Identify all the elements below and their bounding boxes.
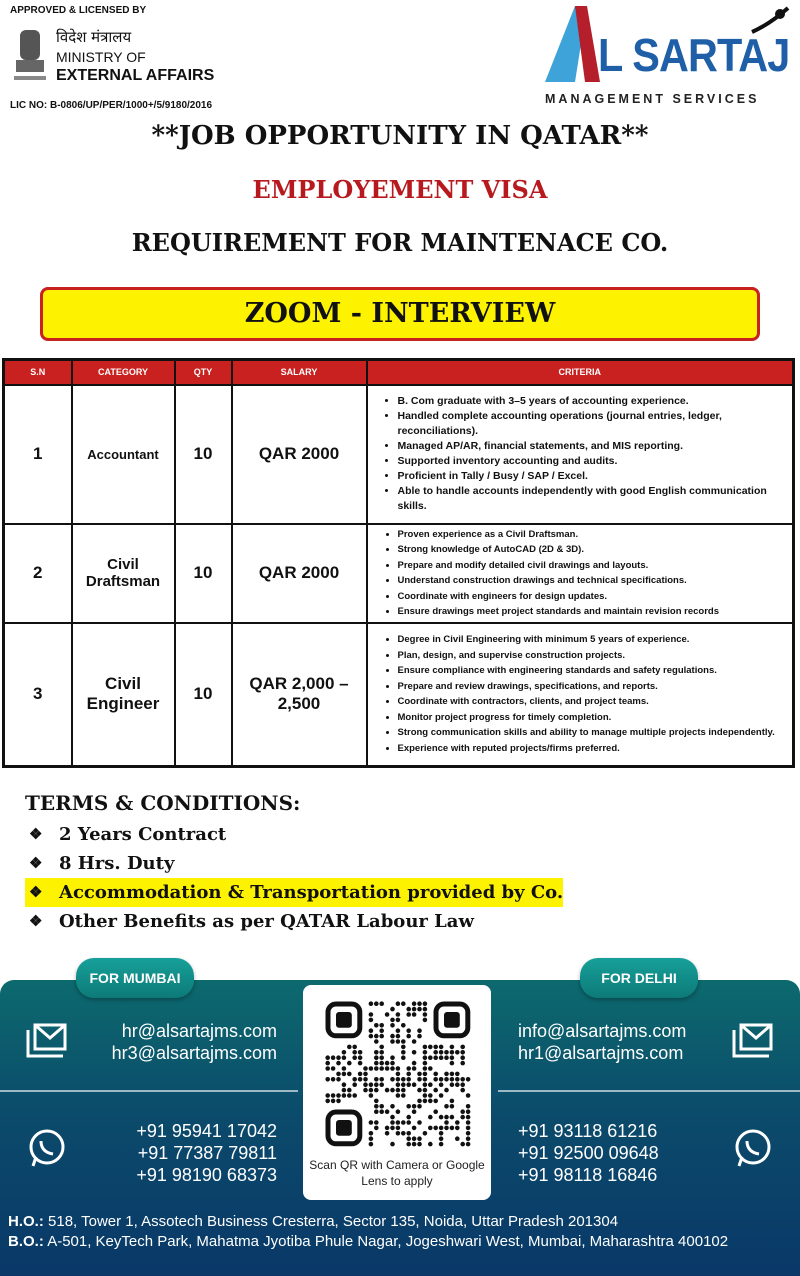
row-salary: QAR 2,000 – 2,500 <box>232 623 367 767</box>
table-row <box>4 623 794 767</box>
header-sn: S.N <box>4 360 72 385</box>
criteria-item: • Prepare and modify detailed civil drawings and layouts. <box>398 558 787 574</box>
logo-name: L SARTAJ <box>598 29 790 81</box>
terms-item-text: Other Benefits as per QATAR Labour Law <box>59 911 474 932</box>
phone-link[interactable]: +91 93118 61216 <box>518 1121 658 1141</box>
ministry-block <box>56 26 214 86</box>
row-category: Accountant <box>72 385 175 524</box>
license-number: LIC NO: B-0806/UP/PER/1000+/5/9180/2016 <box>10 100 213 111</box>
ho-label: H.O.: <box>8 1213 44 1230</box>
row-qty: 10 <box>175 524 232 623</box>
mumbai-tab: FOR MUMBAI <box>76 958 194 998</box>
requirement-heading: REQUIREMENT FOR MAINTENACE CO. <box>131 228 669 257</box>
table-header-row <box>4 360 794 385</box>
row-category: Civil Draftsman <box>72 524 175 623</box>
table-row <box>4 385 794 524</box>
jobs-table <box>2 358 795 768</box>
criteria-item: • Prepare and review drawings, specifications, and reports. <box>398 679 787 695</box>
approved-label: APPROVED & LICENSED BY <box>10 5 147 16</box>
email-icon <box>25 1022 69 1060</box>
branch-office-address: A-501, KeyTech Park, Mahatma Jyotiba Phule Nagar, Jogeshwari West, Mumbai, Maharashtra 400102 <box>47 1233 729 1250</box>
row-sn: 1 <box>4 385 72 524</box>
row-qty: 10 <box>175 385 232 524</box>
delhi-tab: FOR DELHI <box>580 958 698 998</box>
row-salary: QAR 2000 <box>232 385 367 524</box>
row-sn: 3 <box>4 623 72 767</box>
terms-item <box>25 907 474 936</box>
qr-caption: Scan QR with Camera or Google Lens to apply <box>309 1158 485 1188</box>
whatsapp-icon <box>27 1128 67 1170</box>
mumbai-phones <box>136 1120 277 1186</box>
email-icon <box>731 1022 775 1060</box>
delhi-emails <box>518 1020 686 1064</box>
criteria-item: • Able to handle accounts independently with good English communication skills. <box>398 484 787 514</box>
criteria-item: • Strong communication skills and ability to manage multiple projects independently. <box>398 725 787 741</box>
terms-title: TERMS & CONDITIONS: <box>25 791 301 815</box>
ministry-line1: MINISTRY OF <box>56 49 146 65</box>
delhi-phones <box>518 1120 659 1186</box>
header-criteria: CRITERIA <box>367 360 794 385</box>
row-qty: 10 <box>175 623 232 767</box>
criteria-item: • Proven experience as a Civil Draftsman. <box>398 527 787 543</box>
diamond-bullet-icon: ❖ <box>29 912 43 930</box>
address-block <box>8 1212 798 1252</box>
criteria-item: • Strong knowledge of AutoCAD (2D & 3D). <box>398 542 787 558</box>
bo-label: B.O.: <box>8 1233 44 1250</box>
header-category: CATEGORY <box>72 360 175 385</box>
divider <box>498 1090 800 1092</box>
criteria-item: • Coordinate with contractors, clients, and project teams. <box>398 694 787 710</box>
terms-item <box>25 820 226 849</box>
terms-item-text: 2 Years Contract <box>59 824 227 845</box>
row-criteria <box>367 385 794 524</box>
terms-item-text: Accommodation & Transportation provided by Co. <box>59 882 564 903</box>
terms-item-text: 8 Hrs. Duty <box>59 853 175 874</box>
whatsapp-icon <box>733 1128 773 1170</box>
criteria-item: • Ensure compliance with engineering standards and safety regulations. <box>398 663 787 679</box>
criteria-item: • Ensure drawings meet project standards and maintain revision records <box>398 604 787 620</box>
criteria-item: • Monitor project progress for timely completion. <box>398 710 787 726</box>
row-salary: QAR 2000 <box>232 524 367 623</box>
ministry-hindi: विदेश मंत्रालय <box>56 28 132 46</box>
national-emblem-icon <box>12 26 48 84</box>
ministry-line2: EXTERNAL AFFAIRS <box>56 67 215 84</box>
email-link[interactable]: hr3@alsartajms.com <box>111 1043 277 1063</box>
email-link[interactable]: hr1@alsartajms.com <box>518 1043 684 1063</box>
row-criteria <box>367 524 794 623</box>
criteria-item: • Proficient in Tally / Busy / SAP / Excel. <box>398 469 787 484</box>
terms-item-highlighted <box>25 878 563 907</box>
interview-banner: ZOOM - INTERVIEW <box>40 287 760 341</box>
visa-heading: EMPLOYEMENT VISA <box>252 175 548 204</box>
criteria-item: • B. Com graduate with 3–5 years of accounting experience. <box>398 394 787 409</box>
criteria-item: • Degree in Civil Engineering with minimum 5 years of experience. <box>398 632 787 648</box>
email-link[interactable]: info@alsartajms.com <box>518 1021 687 1041</box>
phone-link[interactable]: +91 92500 09648 <box>518 1143 659 1163</box>
header-qty: QTY <box>175 360 232 385</box>
row-sn: 2 <box>4 524 72 623</box>
criteria-item: • Managed AP/AR, financial statements, and MIS reporting. <box>398 439 787 454</box>
logo-subtitle: MANAGEMENT SERVICES <box>545 92 760 106</box>
diamond-bullet-icon: ❖ <box>29 854 43 872</box>
header-salary: SALARY <box>232 360 367 385</box>
phone-link[interactable]: +91 98118 16846 <box>518 1165 658 1185</box>
phone-link[interactable]: +91 98190 68373 <box>136 1165 277 1185</box>
phone-link[interactable]: +91 95941 17042 <box>136 1121 277 1141</box>
head-office-address: 518, Tower 1, Assotech Business Cresterra, Sector 135, Noida, Uttar Pradesh 201304 <box>48 1213 619 1230</box>
criteria-item: • Understand construction drawings and technical specifications. <box>398 573 787 589</box>
qr-code-icon[interactable] <box>303 985 491 1155</box>
criteria-item: • Handled complete accounting operations (journal entries, ledger, reconciliations). <box>398 409 787 439</box>
criteria-item: • Experience with reputed projects/firms preferred. <box>398 741 787 757</box>
criteria-item: • Coordinate with engineers for design updates. <box>398 589 787 605</box>
terms-section <box>25 790 563 936</box>
criteria-item: • Supported inventory accounting and audits. <box>398 454 787 469</box>
company-logo <box>540 4 795 112</box>
diamond-bullet-icon: ❖ <box>29 825 43 843</box>
criteria-item: • Plan, design, and supervise construction projects. <box>398 648 787 664</box>
logo-person-icon <box>750 6 790 36</box>
terms-item <box>25 849 174 878</box>
divider <box>0 1090 298 1092</box>
row-category: Civil Engineer <box>72 623 175 767</box>
qr-card[interactable] <box>303 985 491 1200</box>
page-title: **JOB OPPORTUNITY IN QATAR** <box>151 121 649 151</box>
row-criteria <box>367 623 794 767</box>
table-row <box>4 524 794 623</box>
email-link[interactable]: hr@alsartajms.com <box>121 1021 277 1041</box>
diamond-bullet-icon: ❖ <box>29 883 43 901</box>
mumbai-emails <box>112 1020 277 1064</box>
phone-link[interactable]: +91 77387 79811 <box>137 1143 277 1163</box>
